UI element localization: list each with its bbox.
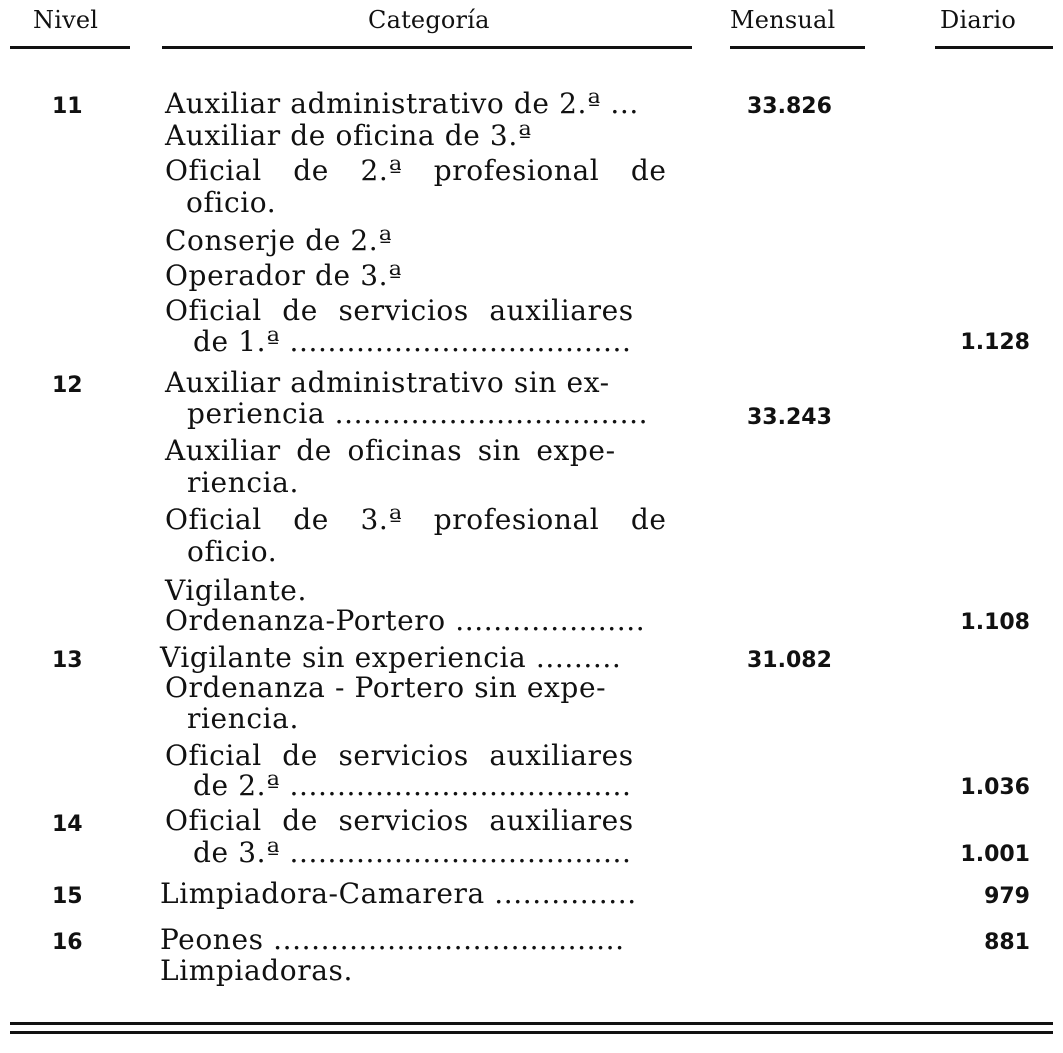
- category-line: Oficial de servicios auxiliares: [165, 294, 634, 327]
- category-line: de 2.ª ....................................: [193, 769, 632, 802]
- header-rule: [935, 46, 1053, 49]
- mensual-value: 33.826: [747, 94, 832, 119]
- level-number: 14: [52, 812, 83, 837]
- mensual-value: 31.082: [747, 648, 832, 673]
- category-line: Auxiliar de oficina de 3.ª: [165, 119, 532, 152]
- diario-value: 1.036: [960, 775, 1030, 800]
- level-number: 16: [52, 930, 83, 955]
- category-line: Auxiliar administrativo sin ex-: [165, 366, 610, 399]
- category-line: de 3.ª ....................................: [193, 836, 632, 869]
- category-line: Peones .....................................: [160, 923, 625, 956]
- header-rule: [730, 46, 865, 49]
- category-line: Auxiliar de oficinas sin expe-: [165, 434, 616, 467]
- category-line: oficio.: [187, 535, 278, 568]
- category-line: Oficial de servicios auxiliares: [165, 804, 634, 837]
- header-nivel: Nivel: [33, 6, 99, 34]
- category-line: Oficial de 3.ª profesional de: [165, 503, 667, 536]
- diario-value: 1.128: [960, 330, 1030, 355]
- header-rule: [162, 46, 692, 49]
- header-categoria: Categoría: [368, 6, 490, 34]
- category-line: periencia .................................: [187, 397, 649, 430]
- category-line: Limpiadora-Camarera ...............: [160, 877, 637, 910]
- level-number: 15: [52, 884, 83, 909]
- diario-value: 979: [984, 884, 1030, 909]
- level-number: 12: [52, 373, 83, 398]
- diario-value: 881: [984, 930, 1030, 955]
- header-diario: Diario: [940, 6, 1017, 34]
- category-line: riencia.: [187, 466, 299, 499]
- header-mensual: Mensual: [730, 6, 836, 34]
- category-line: Ordenanza - Portero sin expe-: [165, 671, 607, 704]
- category-line: Auxiliar administrativo de 2.ª ...: [165, 87, 639, 120]
- category-line: de 1.ª ....................................: [193, 325, 632, 358]
- level-number: 13: [52, 648, 83, 673]
- header-rule: [10, 46, 130, 49]
- category-line: Vigilante sin experiencia .........: [160, 641, 622, 674]
- bottom-rule: [10, 1022, 1053, 1025]
- mensual-value: 33.243: [747, 405, 832, 430]
- category-line: Limpiadoras.: [160, 954, 354, 987]
- category-line: Operador de 3.ª: [165, 259, 403, 292]
- category-line: Vigilante.: [165, 574, 307, 607]
- category-line: riencia.: [187, 702, 299, 735]
- bottom-rule: [10, 1031, 1053, 1034]
- category-line: Oficial de servicios auxiliares: [165, 739, 634, 772]
- level-number: 11: [52, 94, 83, 119]
- category-line: Conserje de 2.ª: [165, 224, 393, 257]
- diario-value: 1.001: [960, 842, 1030, 867]
- category-line: Ordenanza-Portero ....................: [165, 604, 646, 637]
- category-line: oficio.: [186, 186, 277, 219]
- diario-value: 1.108: [960, 610, 1030, 635]
- category-line: Oficial de 2.ª profesional de: [165, 154, 667, 187]
